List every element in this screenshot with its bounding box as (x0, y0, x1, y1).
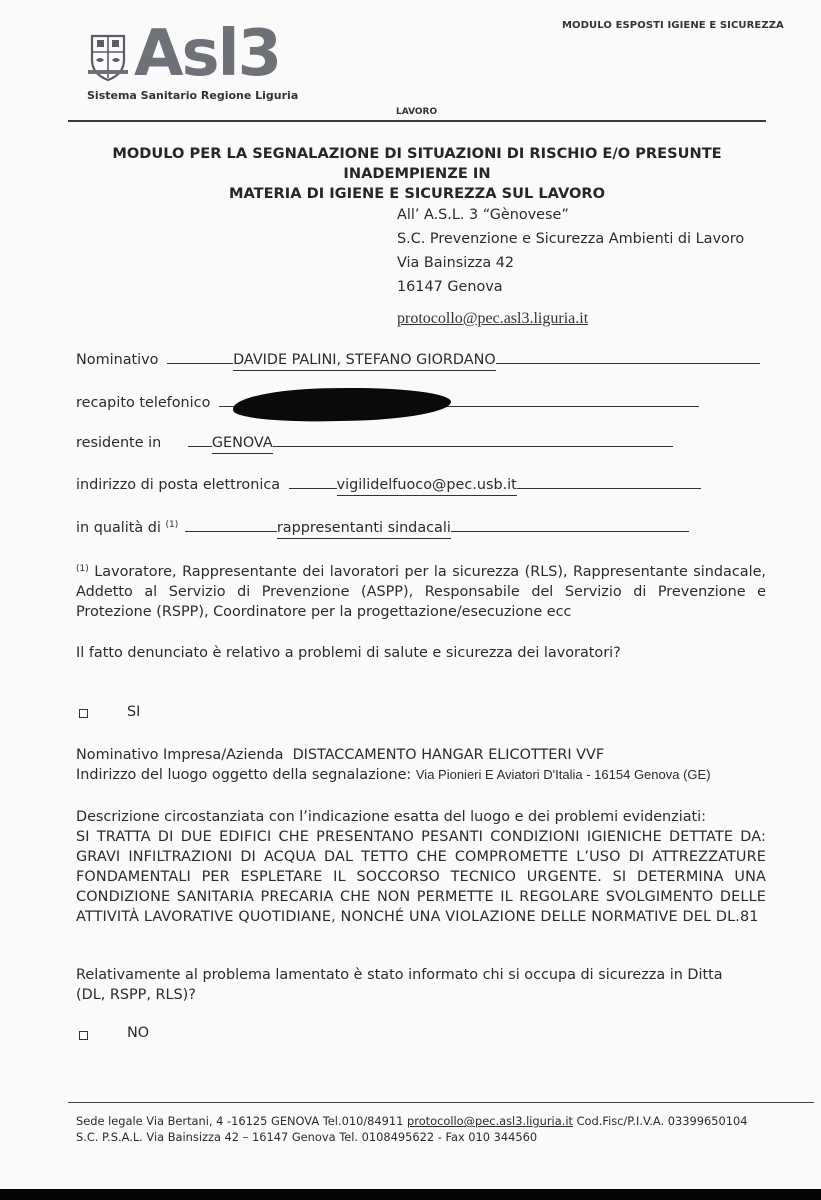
recipient-line-3: Via Bainsizza 42 (397, 255, 515, 271)
nominativo-field (76, 350, 760, 371)
asl3-logo-text: Asl3 (134, 17, 281, 91)
module-tag: MODULO ESPOSTI IGIENE E SICUREZZA (562, 20, 784, 31)
liguria-emblem-icon (86, 30, 130, 82)
nominativo-value[interactable]: DAVIDE PALINI, STEFANO GIORDANO (233, 350, 496, 371)
email-value[interactable]: vigilidelfuoco@pec.usb.it (337, 475, 517, 496)
form-title-line-2: MATERIA DI IGIENE E SICUREZZA SUL LAVORO (228, 185, 606, 202)
recipient-line-1: All’ A.S.L. 3 “Gènovese” (397, 207, 569, 223)
footnote-text: Lavoratore, Rappresentante dei lavoratori per la sicurezza (RLS), Rappresentante sindacale, Addetto al Servizio di Prevenzione (ASPP), Responsabile del Servizio di Prevenzione e Protezione (RSPP), Coordinatore per la progettazione/esecuzione ecc (76, 564, 766, 620)
telefono-label: recapito telefonico (76, 395, 211, 411)
qualita-footnote-marker: (1) (165, 520, 179, 530)
email-field (76, 475, 701, 496)
question-2: Relativamente al problema lamentato è stato informato chi si occupa di sicurezza in Ditta (DL, RSPP, RLS)? (76, 967, 723, 1003)
recipient-address (397, 203, 744, 299)
footer-sede-legale: Sede legale Via Bertani, 4 -16125 GENOVA Tel.010/84911 (76, 1114, 408, 1128)
recipient-line-4: 16147 Genova (397, 279, 503, 295)
residente-field (76, 433, 673, 454)
residente-value[interactable]: GENOVA (212, 433, 273, 454)
nominativo-label: Nominativo (76, 352, 159, 368)
lavoro-tag: LAVORO (396, 107, 438, 117)
footnote-marker: (1) (76, 564, 89, 574)
header-divider (68, 120, 766, 122)
description-text: SI TRATTA DI DUE EDIFICI CHE PRESENTANO PESANTI CONDIZIONI IGIENICHE DETTATE DA: GRAVI INFILTRAZIONI DI ACQUA DAL TETTO CHE COMPROMETTE L’USO DI ATTREZZATURE FONDAMENTALI PER ESPLETARE IL SOCCORSO TECNICO URGENTE. SI DETERMINA UNA CONDIZIONE SANITARIA PRECARIA CHE NON PERMETTE IL REGOLARE SVOLGIMENTO DELLE ATTIVITÀ LAVORATIVE QUOTIDIANE, NONCHÉ UNA VIOLAZIONE DELLE NORMATIVE DEL DL.81 (76, 829, 766, 925)
form-title-line-1: MODULO PER LA SEGNALAZIONE DI SITUAZIONI DI RISCHIO E/O PRESUNTE INADEMPIENZE IN (112, 145, 722, 182)
footer-line-2: S.C. P.S.A.L. Via Bainsizza 42 – 16147 Genova Tel. 0108495622 - Fax 010 344560 (76, 1130, 538, 1144)
description-label: Descrizione circostanziata con l’indicazione esatta del luogo e dei problemi evidenziati: (76, 809, 707, 825)
qualita-field (76, 515, 689, 539)
company-label: Nominativo Impresa/Azienda (76, 747, 284, 763)
no-checkbox[interactable] (79, 1031, 88, 1040)
pec-email-link[interactable]: protocollo@pec.asl3.liguria.it (397, 310, 589, 327)
si-label: SI (127, 704, 141, 720)
recipient-line-2: S.C. Prevenzione e Sicurezza Ambienti di Lavoro (397, 231, 745, 247)
footer-divider (68, 1102, 814, 1103)
address-line (76, 765, 766, 785)
company-line (76, 745, 766, 765)
redaction-mark (233, 386, 452, 423)
address-label: Indirizzo del luogo oggetto della segnalazione: (76, 767, 412, 783)
question-1: Il fatto denunciato è relativo a problemi di salute e sicurezza dei lavoratori? (76, 645, 621, 661)
form-title (68, 144, 766, 204)
qualita-footnote (76, 559, 766, 622)
company-value: DISTACCAMENTO HANGAR ELICOTTERI VVF (292, 747, 605, 763)
email-label: indirizzo di posta elettronica (76, 477, 281, 493)
qualita-value[interactable]: rappresentanti sindacali (277, 518, 451, 539)
logo-subtitle: Sistema Sanitario Regione Liguria (87, 89, 299, 102)
footer-pec-link[interactable]: protocollo@pec.asl3.liguria.it (407, 1114, 573, 1128)
no-label: NO (127, 1025, 150, 1041)
footer-line-1 (76, 1113, 747, 1129)
footer (76, 1113, 747, 1145)
footer-codice-fiscale: Cod.Fisc/P.I.V.A. 03399650104 (572, 1114, 748, 1128)
address-value: Via Pionieri E Aviatori D'Italia - 16154 Genova (GE) (415, 767, 711, 782)
scan-border (0, 1189, 821, 1200)
residente-label: residente in (76, 435, 162, 451)
qualita-label: in qualità di (76, 520, 161, 536)
si-checkbox[interactable] (79, 709, 88, 718)
